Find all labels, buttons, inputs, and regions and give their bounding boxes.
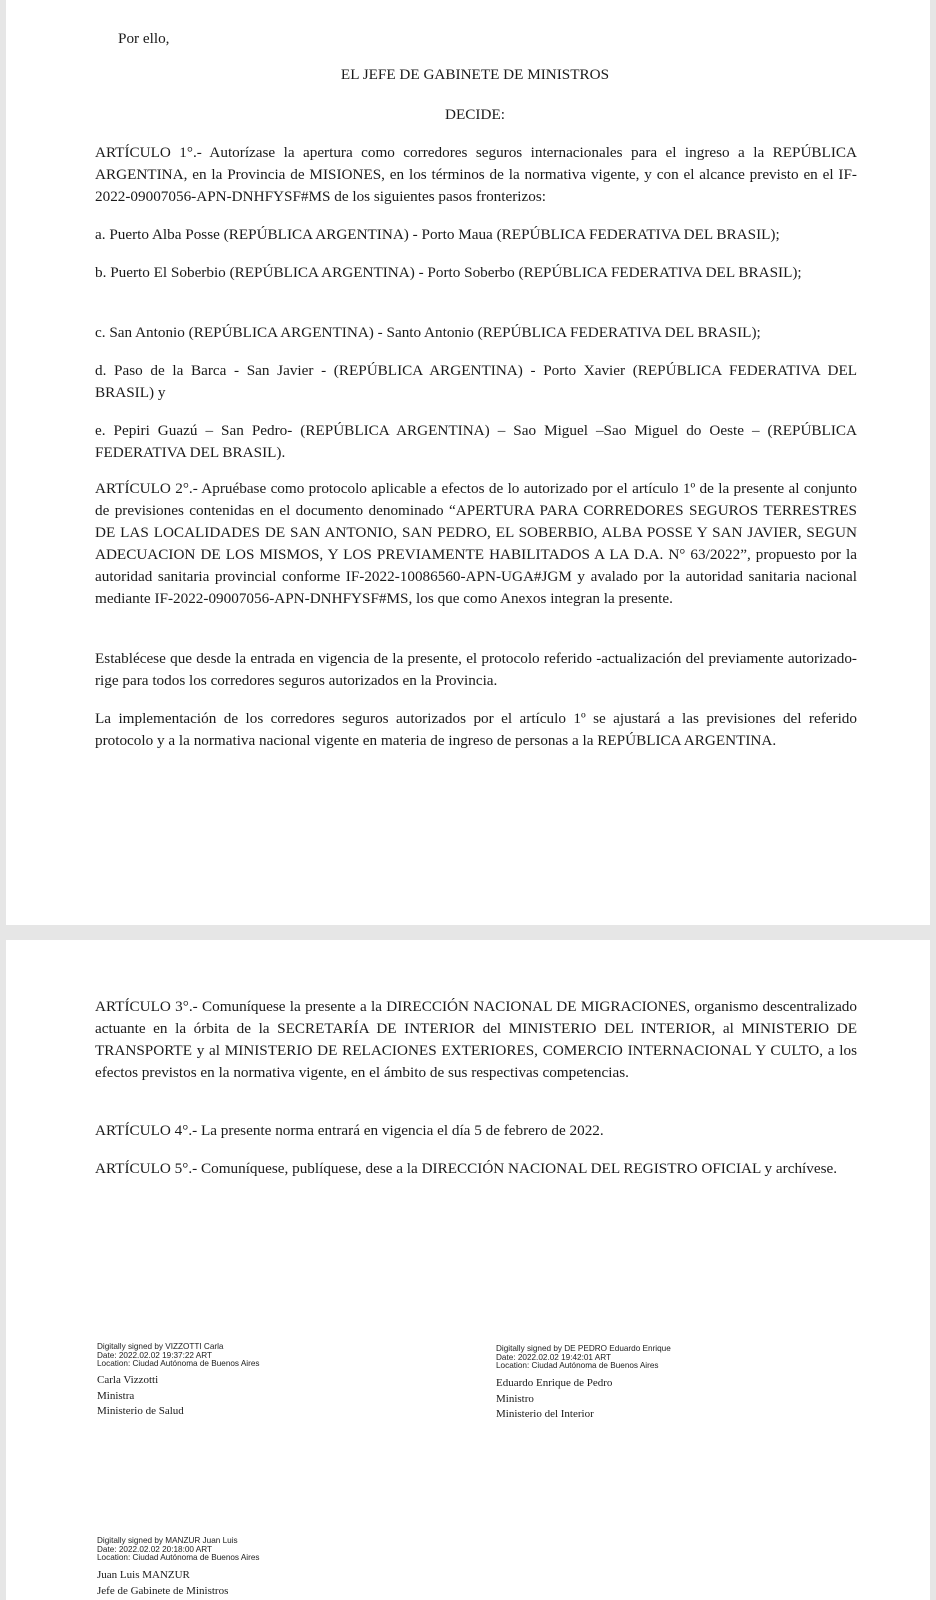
document-page-2: [6, 940, 930, 1600]
intro-text: Por ello,: [118, 30, 170, 47]
article-1: ARTÍCULO 1°.- Autorízase la apertura como corredores seguros internacionales para el ingreso a la REPÚBLICA ARGENTINA, en la Provincia de MISIONES, en los términos de la normativa vigente, y con el alcance previsto en el IF-2022-09007056-APN-DNHFYSF#MS de los siguientes pasos fronterizos:: [95, 144, 857, 205]
signatory-vizzotti: [97, 1373, 184, 1420]
signatory-role: Ministra: [97, 1389, 135, 1402]
signatory-name: Carla Vizzotti: [97, 1374, 159, 1386]
signed-by: Digitally signed by DE PEDRO Eduardo Enrique: [496, 1344, 671, 1353]
signatory-name: Eduardo Enrique de Pedro: [496, 1377, 613, 1389]
decide-heading: DECIDE:: [445, 106, 505, 123]
digital-signature-meta-vizzotti: [97, 1343, 260, 1369]
article-5: ARTÍCULO 5°.- Comuníquese, publíquese, dese a la DIRECCIÓN NACIONAL DEL REGISTRO OFICIAL y archívese.: [95, 1160, 838, 1177]
digital-signature-meta-depedro: [496, 1345, 671, 1371]
signature-location: Location: Ciudad Autónoma de Buenos Aires: [97, 1553, 260, 1562]
signed-by: Digitally signed by MANZUR Juan Luis: [97, 1536, 238, 1545]
signatory-office: Ministerio del Interior: [496, 1408, 594, 1420]
paragraph-protocol: Establécese que desde la entrada en vigencia de la presente, el protocolo referido -actualización del previamente autorizado- rige para todos los corredores seguros autorizados en la Provincia.: [95, 650, 857, 689]
signatory-depedro: [496, 1376, 612, 1423]
signatory-role: Ministro: [496, 1392, 534, 1405]
list-item-a: a. Puerto Alba Posse (REPÚBLICA ARGENTINA) - Porto Maua (REPÚBLICA FEDERATIVA DEL BRASIL);: [95, 226, 780, 243]
signatory-name: Juan Luis MANZUR: [97, 1569, 190, 1581]
signatory-manzur: [97, 1568, 228, 1599]
paragraph-implementation: La implementación de los corredores seguros autorizados por el artículo 1º se ajustará a las previsiones del referido protocolo y a la normativa nacional vigente en materia de ingreso de personas a la REPÚBLICA ARGENTINA.: [95, 710, 857, 749]
signature-location: Location: Ciudad Autónoma de Buenos Aires: [97, 1359, 260, 1368]
authority-heading: EL JEFE DE GABINETE DE MINISTROS: [340, 66, 610, 83]
article-3: ARTÍCULO 3°.- Comuníquese la presente a la DIRECCIÓN NACIONAL DE MIGRACIONES, organismo descentralizado actuante en la órbita de la SECRETARÍA DE INTERIOR del MINISTERIO DEL INTERIOR, al MINISTERIO DE TRANSPORTE y al MINISTERIO DE RELACIONES EXTERIORES, COMERCIO INTERNACIONAL Y CULTO, a los efectos previstos en la normativa vigente, en el ámbito de sus respectivas competencias.: [95, 998, 857, 1081]
list-item-b: b. Puerto El Soberbio (REPÚBLICA ARGENTINA) - Porto Soberbo (REPÚBLICA FEDERATIVA DEL BRASIL);: [95, 264, 802, 281]
signatory-office: Ministerio de Salud: [97, 1405, 184, 1417]
list-item-d: d. Paso de la Barca - San Javier - (REPÚBLICA ARGENTINA) - Porto Xavier (REPÚBLICA FEDERATIVA DEL BRASIL) y: [95, 362, 857, 401]
signature-date: Date: 2022.02.02 19:42:01 ART: [496, 1352, 612, 1362]
signature-date: Date: 2022.02.02 19:37:22 ART: [97, 1350, 213, 1360]
digital-signature-meta-manzur: [97, 1537, 260, 1563]
signature-date: Date: 2022.02.02 20:18:00 ART: [97, 1544, 213, 1554]
signatory-role: Jefe de Gabinete de Ministros: [97, 1584, 229, 1597]
signed-by: Digitally signed by VIZZOTTI Carla: [97, 1342, 224, 1351]
signature-location: Location: Ciudad Autónoma de Buenos Aires: [496, 1361, 659, 1370]
article-4: ARTÍCULO 4°.- La presente norma entrará en vigencia el día 5 de febrero de 2022.: [95, 1122, 604, 1139]
article-2: ARTÍCULO 2°.- Apruébase como protocolo aplicable a efectos de lo autorizado por el artículo 1º de la presente al conjunto de previsiones contenidas en el documento denominado “APERTURA PARA CORREDORES SEGUROS TERRESTRES DE LAS LOCALIDADES DE SAN ANTONIO, SAN PEDRO, EL SOBERBIO, ALBA POSSE Y SAN JAVIER, SEGUN ADECUACION DE LOS MISMOS, Y LOS PREVIAMENTE HABILITADOS A LA D.A. N° 63/2022”, propuesto por la autoridad sanitaria provincial conforme IF-2022-10086560-APN-UGA#JGM y avalado por la autoridad sanitaria nacional mediante IF-2022-09007056-APN-DNHFYSF#MS, los que como Anexos integran la presente.: [95, 480, 857, 607]
list-item-c: c. San Antonio (REPÚBLICA ARGENTINA) - Santo Antonio (REPÚBLICA FEDERATIVA DEL BRASIL);: [95, 324, 761, 341]
list-item-e: e. Pepiri Guazú – San Pedro- (REPÚBLICA ARGENTINA) – Sao Miguel –Sao Miguel do Oeste – (REPÚBLICA FEDERATIVA DEL BRASIL).: [95, 422, 857, 461]
document-page-1: [6, 0, 930, 925]
